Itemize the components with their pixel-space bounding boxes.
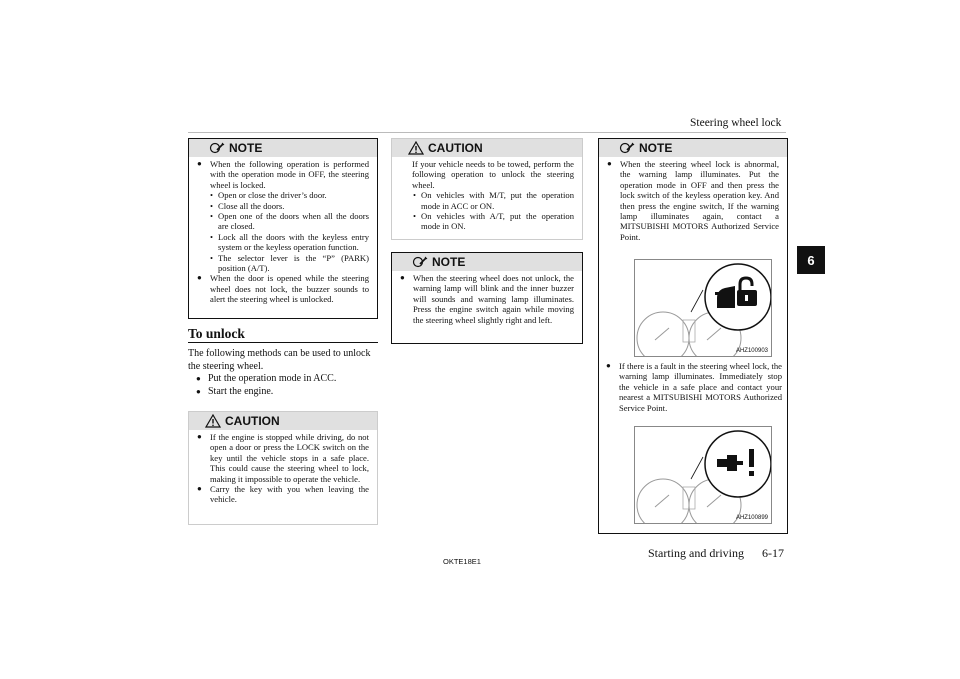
- steering-fault-warning-icon: [715, 445, 761, 483]
- footer-section: Starting and driving: [648, 546, 744, 560]
- note-header: [189, 139, 377, 157]
- caution-header: [392, 139, 582, 157]
- footer-code: OKTE18E1: [443, 557, 481, 566]
- note-sub-item: • Open one of the doors when all the doors are closed.: [197, 211, 369, 232]
- middle-note-box: [391, 252, 583, 344]
- caution-bullet: ● Carry the key with you when leaving the vehicle.: [197, 484, 369, 505]
- note-heading: NOTE: [432, 255, 466, 269]
- note-bullet: ● When the steering wheel does not unlock, the warning lamp will blink and the inner buzzer will sounds and warning lamp illuminates. Press the engine switch again while moving the steering wheel slightly right and left.: [400, 273, 574, 325]
- caution-heading: CAUTION: [428, 141, 483, 155]
- chapter-tab: 6: [797, 246, 825, 274]
- left-note-box: [188, 138, 378, 319]
- warning-triangle-icon: [205, 414, 221, 428]
- note-bullet: ● When the following operation is performed with the operation mode in OFF, the steering wheel is locked.: [197, 159, 369, 190]
- note-sub-item: • The selector lever is the “P” (PARK) position (A/T).: [197, 253, 369, 274]
- note-sub-item: • Lock all the doors with the keyless entry system or the keyless operation function.: [197, 232, 369, 253]
- note-header: [599, 139, 787, 157]
- note-sub-item: • Open or close the driver’s door.: [197, 190, 369, 200]
- caution-sub-item: • On vehicles with M/T, put the operation mode in ACC or ON.: [400, 190, 574, 211]
- unlock-intro: The following methods can be used to unlock the steering wheel.: [188, 348, 371, 372]
- note-sub-item: • Close all the doors.: [197, 201, 369, 211]
- unlock-item: ● Start the engine.: [188, 386, 378, 399]
- unlock-item: ● Put the operation mode in ACC.: [188, 373, 378, 386]
- note-icon: [209, 141, 225, 155]
- left-caution-box: [188, 411, 378, 525]
- caution-text: If your vehicle needs to be towed, perform the following operation to unlock the steering wheel.: [412, 159, 574, 190]
- right-note-second: [606, 361, 782, 413]
- note-heading: NOTE: [229, 141, 263, 155]
- note-icon: [619, 141, 635, 155]
- note-bullet: ● When the door is opened while the steering wheel does not lock, the buzzer sounds to alert the steering wheel is unlocked.: [197, 273, 369, 304]
- note-icon: [412, 255, 428, 269]
- page-number: 6-17: [762, 546, 784, 560]
- note-bullet: ● If there is a fault in the steering wheel lock, the warning lamp illuminates. Immediately stop the vehicle in a safe place and contact your nearest a MITSUBISHI MOTORS Authorized Service Point.: [606, 361, 782, 413]
- header-title: Steering wheel lock: [690, 117, 782, 129]
- section-heading: To unlock: [188, 326, 245, 341]
- unlock-body: [188, 348, 378, 398]
- note-header: [392, 253, 582, 271]
- note-heading: NOTE: [639, 141, 673, 155]
- figure-label: AHZ100899: [735, 515, 768, 521]
- caution-header: [189, 412, 377, 430]
- middle-caution-box: [391, 138, 583, 240]
- caution-bullet: ● If the engine is stopped while driving, do not open a door or press the LOCK switch on the key until the vehicle stops in a safe place. This could cause the steering wheel to lock, making it impossible to operate the vehicle.: [197, 432, 369, 484]
- caution-heading: CAUTION: [225, 414, 280, 428]
- figure-steering-fault-lamp: [634, 426, 772, 524]
- figure-label: AHZ100903: [735, 348, 768, 354]
- note-bullet: ● When the steering wheel lock is abnormal, the warning lamp illuminates. Put the operation mode in OFF and then press the lock switch of the keyless operation key. And then press the engine switch, If the warning lamp illuminates again, contact a MITSUBISHI MOTORS Authorized Service Point.: [607, 159, 779, 242]
- section-rule: [188, 342, 378, 343]
- figure-steering-lock-lamp: [634, 259, 772, 357]
- header-rule: [188, 132, 786, 133]
- caution-sub-item: • On vehicles with A/T, put the operation mode in ON.: [400, 211, 574, 232]
- steering-lock-warning-icon: [713, 276, 763, 316]
- warning-triangle-icon: [408, 141, 424, 155]
